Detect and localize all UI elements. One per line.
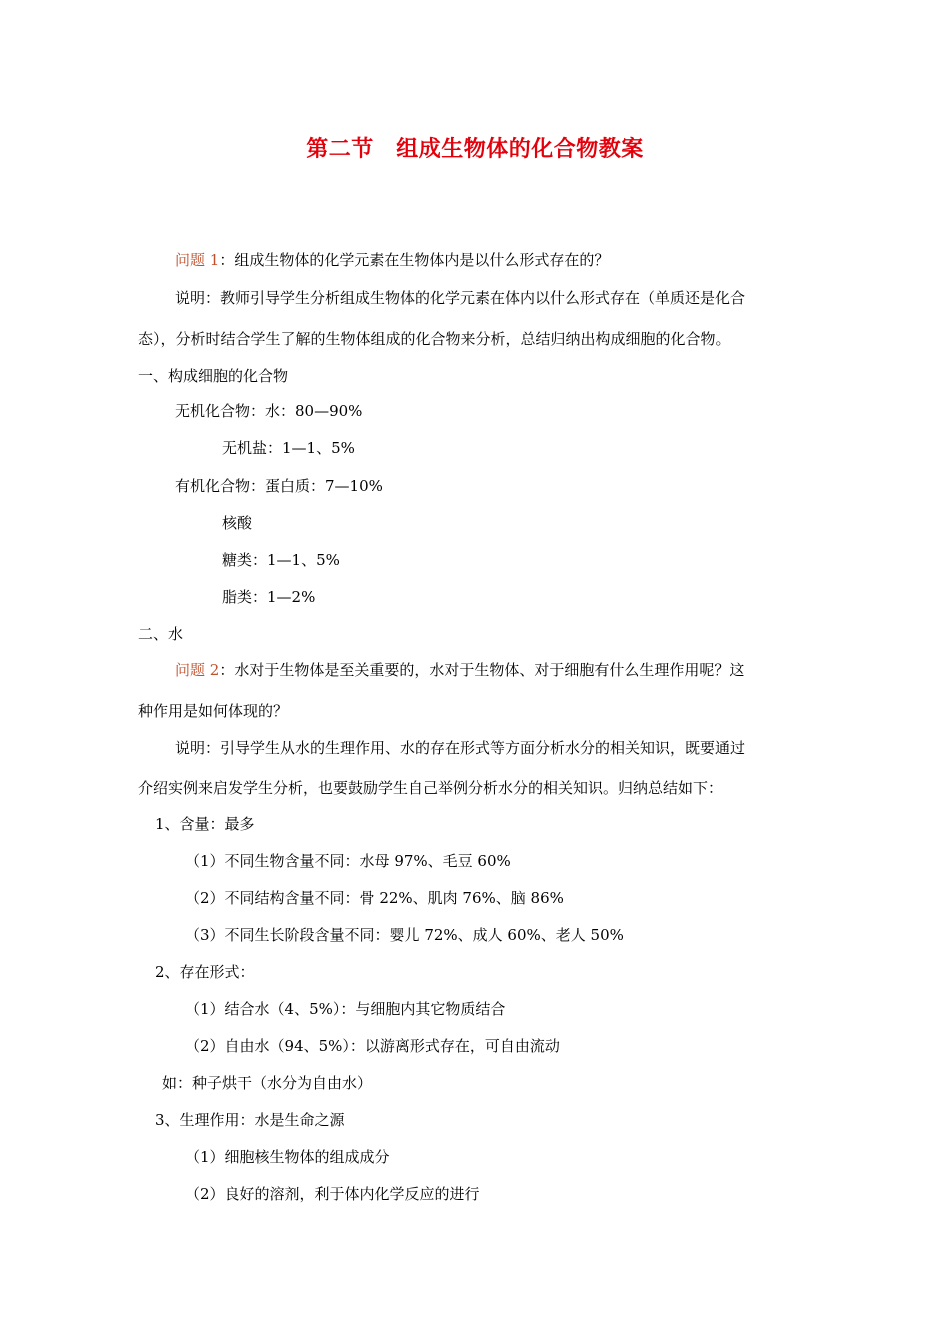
question-1 bbox=[175, 249, 609, 271]
content-item-2: （2）不同结构含量不同：骨 22%、肌肉 76%、脑 86% bbox=[185, 889, 564, 907]
note-1-line-1: 说明：教师引导学生分析组成生物体的化学元素在体内以什么形式存在（单质还是化合 bbox=[175, 289, 746, 307]
sugars: 糖类：1—1、5% bbox=[222, 551, 340, 569]
form-item-1: （1）结合水（4、5%）：与细胞内其它物质结合 bbox=[185, 1000, 506, 1018]
organic-compounds: 有机化合物：蛋白质：7—10% bbox=[175, 477, 383, 495]
role-item-2: （2）良好的溶剂，利于体内化学反应的进行 bbox=[185, 1185, 480, 1203]
content-heading: 1、含量：最多 bbox=[155, 815, 255, 833]
lipids: 脂类：1—2% bbox=[222, 588, 316, 606]
section-2-heading: 二、水 bbox=[138, 625, 184, 643]
role-item-1: （1）细胞核生物体的组成成分 bbox=[185, 1148, 390, 1166]
note-2-line-1: 说明：引导学生从水的生理作用、水的存在形式等方面分析水分的相关知识，既要通过 bbox=[175, 739, 746, 757]
form-example: 如：种子烘干（水分为自由水） bbox=[162, 1074, 373, 1092]
question-2-line-2: 种作用是如何体现的？ bbox=[138, 702, 289, 720]
role-heading: 3、生理作用：水是生命之源 bbox=[155, 1111, 345, 1129]
form-item-2: （2）自由水（94、5%）：以游离形式存在，可自由流动 bbox=[185, 1037, 560, 1055]
question-2-label: 问题 2 bbox=[175, 661, 220, 679]
content-item-1: （1）不同生物含量不同：水母 97%、毛豆 60% bbox=[185, 852, 511, 870]
question-2-line-1 bbox=[175, 659, 744, 681]
note-2-line-2: 介绍实例来启发学生分析，也要鼓励学生自己举例分析水分的相关知识。归纳总结如下： bbox=[138, 779, 724, 797]
page-title: 第二节 组成生物体的化合物教案 bbox=[306, 137, 644, 162]
content-item-3: （3）不同生长阶段含量不同：婴儿 72%、成人 60%、老人 50% bbox=[185, 926, 624, 944]
note-1-line-2: 态），分析时结合学生了解的生物体组成的化合物来分析，总结归纳出构成细胞的化合物。 bbox=[138, 330, 731, 348]
question-2-text: ：水对于生物体是至关重要的，水对于生物体、对于细胞有什么生理作用呢？这 bbox=[219, 661, 745, 679]
question-1-text: ：组成生物体的化学元素在生物体内是以什么形式存在的？ bbox=[219, 251, 610, 269]
section-1-heading: 一、构成细胞的化合物 bbox=[138, 367, 289, 385]
question-1-label: 问题 1 bbox=[175, 251, 220, 269]
form-heading: 2、存在形式： bbox=[155, 963, 255, 981]
nucleic-acid: 核酸 bbox=[222, 514, 253, 532]
inorganic-compounds: 无机化合物：水：80—90% bbox=[175, 402, 363, 420]
inorganic-salt: 无机盐：1—1、5% bbox=[222, 439, 355, 457]
